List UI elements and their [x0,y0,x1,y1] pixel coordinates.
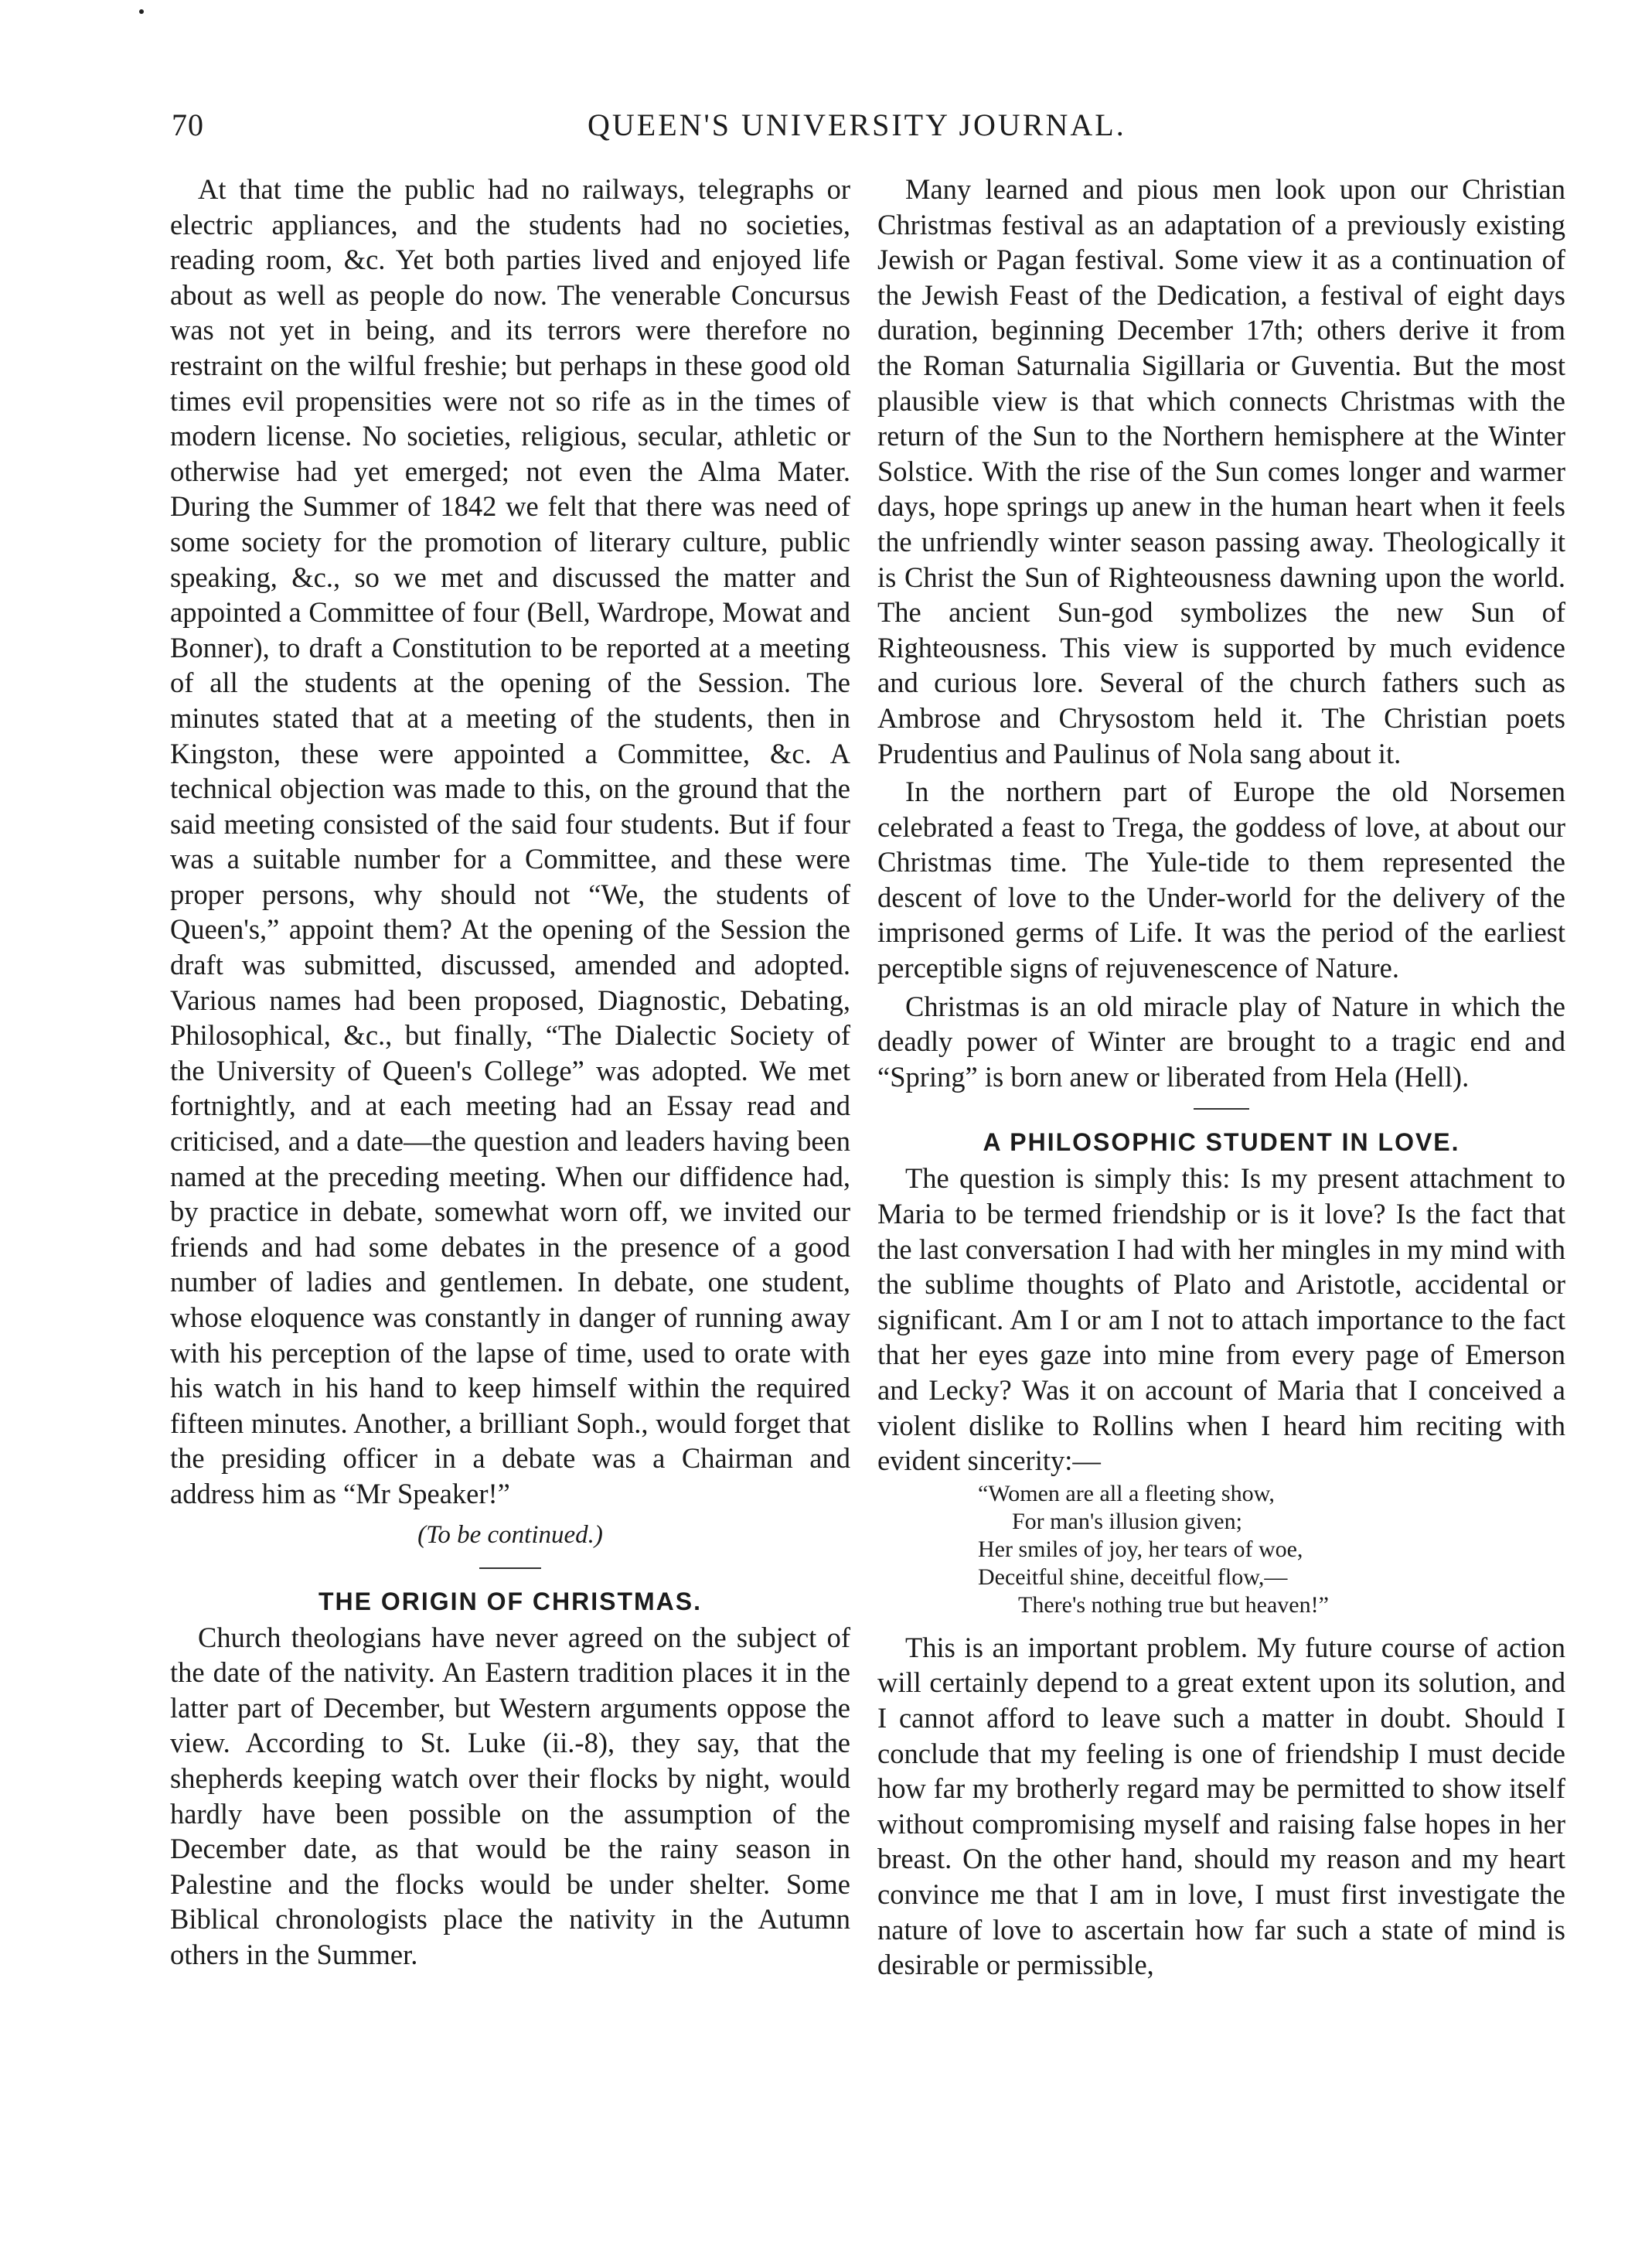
poem-line: “Women are all a fleeting show, [978,1480,1275,1506]
page-number: 70 [172,107,204,142]
origin-of-christmas-paragraph: Church theologians have never agreed on the subject of the date of the nativity. An Eastern tradition places it in the latter part of December, but Western arguments oppose the view. According to St. Luke (ii.-8), they say, that the shepherds keeping watch over their flocks by night, would hardly have been possible on the assumption of the December date, as that would be the rainy season in Palestine and the flocks would be under shelter. Some Biblical chronologists place the nativity in the Autumn others in the Summer. [170,1621,850,1970]
dialectic-society-paragraph: At that time the public had no railways, telegraphs or electric appliances, and the students had no societies, reading room, &c. Yet both parties lived and enjoyed life about as well as people do now. The venerable Concursus was not yet in being, and its terrors were therefore no restraint on the wilful freshie; but perhaps in these good old times evil propensities were not so rife as in the times of modern license. No societies, religious, secular, athletic or otherwise had yet emerged; not even the Alma Mater. During the Summer of 1842 we felt that there was need of some society for the promotion of literary culture, public speaking, &c., so we met and discussed the matter and appointed a Committee of four (Bell, Wardrope, Mowat and Bonner), to draft a Constitution to be reported at a meeting of all the students at the opening of the Session. The minutes stated that at a meeting of the students, then in Kingston, these were appointed a Committee, &c. A technical objection was made to this, on the ground that the said meeting consisted of the said four students. But if four was a suitable number for a Committee, and these were proper persons, why should not “We, the students of Queen's,” appoint them? At the opening of the Session the draft was submitted, discussed, amended and adopted. Various names had been proposed, Diagnostic, Debating, Philosophical, &c., but finally, “The Dialectic Society of the University of Queen's College” was adopted. We met fortnightly, and at each meeting had an Essay read and criticised, and a date—the question and leaders having been named at the preceding meeting. When our diffidence had, by practice in debate, somewhat worn off, we invited our friends and had some debates in the presence of a good number of ladies and gentlemen. In debate, one student, whose eloquence was constantly in danger of running away with his perception of the lapse of time, used to orate with his watch in his hand to keep himself within the required fifteen minutes. Another, a brilliant Soph., would forget that the presiding officer in a debate was a Chairman and address him as “Mr Speaker!” [170,173,850,1509]
norsemen-paragraph: In the northern part of Europe the old Norsemen celebrated a feast to Trega, the goddess of love, at about our Christmas time. The Yule-tide to them represented the descent of love to the Under-world for the delivery of the imprisoned germs of Life. It was the period of the earliest perceptible signs of rejuvenescence of Nature. [877,776,1565,984]
important-problem-paragraph: This is an important problem. My future course of action will certainly depend to a great extent upon its solution, and I cannot afford to leave such a matter in doubt. Should I conclude that my feeling is one of friendship I must decide how far my brotherly regard may be permitted to show itself without compromising myself and raising false hopes in her breast. On the other hand, should my reason and my heart convince me that I am in love, I must first investigate the nature of love to ascertain how far such a state of mind is desirable or permissible, [877,1631,1565,1981]
section-divider [1194,1108,1249,1110]
section-divider [479,1567,541,1569]
miracle-play-paragraph: Christmas is an old miracle play of Nature in which the deadly power of Winter are brought to a tragic end and “Spring” is born anew or liberated from Hela (Hell). [877,990,1565,1093]
poem-line: Deceitful shine, deceitful flow,— [978,1564,1288,1590]
continued-note: (To be continued.) [417,1520,603,1549]
scan-speck [139,9,144,14]
origin-of-christmas-heading: THE ORIGIN OF CHRISTMAS. [318,1587,702,1615]
poem-line: Her smiles of joy, her tears of woe, [978,1536,1303,1562]
philosophic-student-paragraph: The question is simply this: Is my present attachment to Maria to be termed friendship or is it love? Is the fact that the last conversation I had with her mingles in my mind with the sublime thoughts of Plato and Aristotle, accidental or significant. Am I or am I not to attach importance to the fact that her eyes gaze into mine from every page of Emerson and Lecky? Was it on account of Maria that I conceived a violent dislike to Rollins when I heard him reciting with evident sincerity:— [877,1162,1565,1477]
poem-line: For man's illusion given; [1012,1508,1242,1534]
running-head: QUEEN'S UNIVERSITY JOURNAL. [588,107,1126,142]
poem-line: There's nothing true but heaven!” [1018,1591,1329,1618]
philosophic-student-heading: A PHILOSOPHIC STUDENT IN LOVE. [983,1128,1460,1157]
christmas-festival-paragraph: Many learned and pious men look upon our Christian Christmas festival as an adaptation of a previously existing Jewish or Pagan festival. Some view it as a continuation of the Jewish Feast of the Dedication, a festival of eight days duration, beginning December 17th; others derive it from the Roman Saturnalia Sigillaria or Guventia. But the most plausible view is that which connects Christmas with the return of the Sun to the Northern hemisphere at the Winter Solstice. With the rise of the Sun comes longer and warmer days, hope springs up anew in the human heart when it feels the unfriendly winter season passing away. Theologically it is Christ the Sun of Righteousness dawning upon the world. The ancient Sun-god symbolizes the new Sun of Righteousness. This view is supported by much evidence and curious lore. Several of the church fathers such as Ambrose and Chrysostom held it. The Christian poets Prudentius and Paulinus of Nola sang about it. [877,173,1565,769]
left-column [170,172,850,1973]
right-column [877,172,1565,1983]
poem-quotation [978,1480,1565,1619]
